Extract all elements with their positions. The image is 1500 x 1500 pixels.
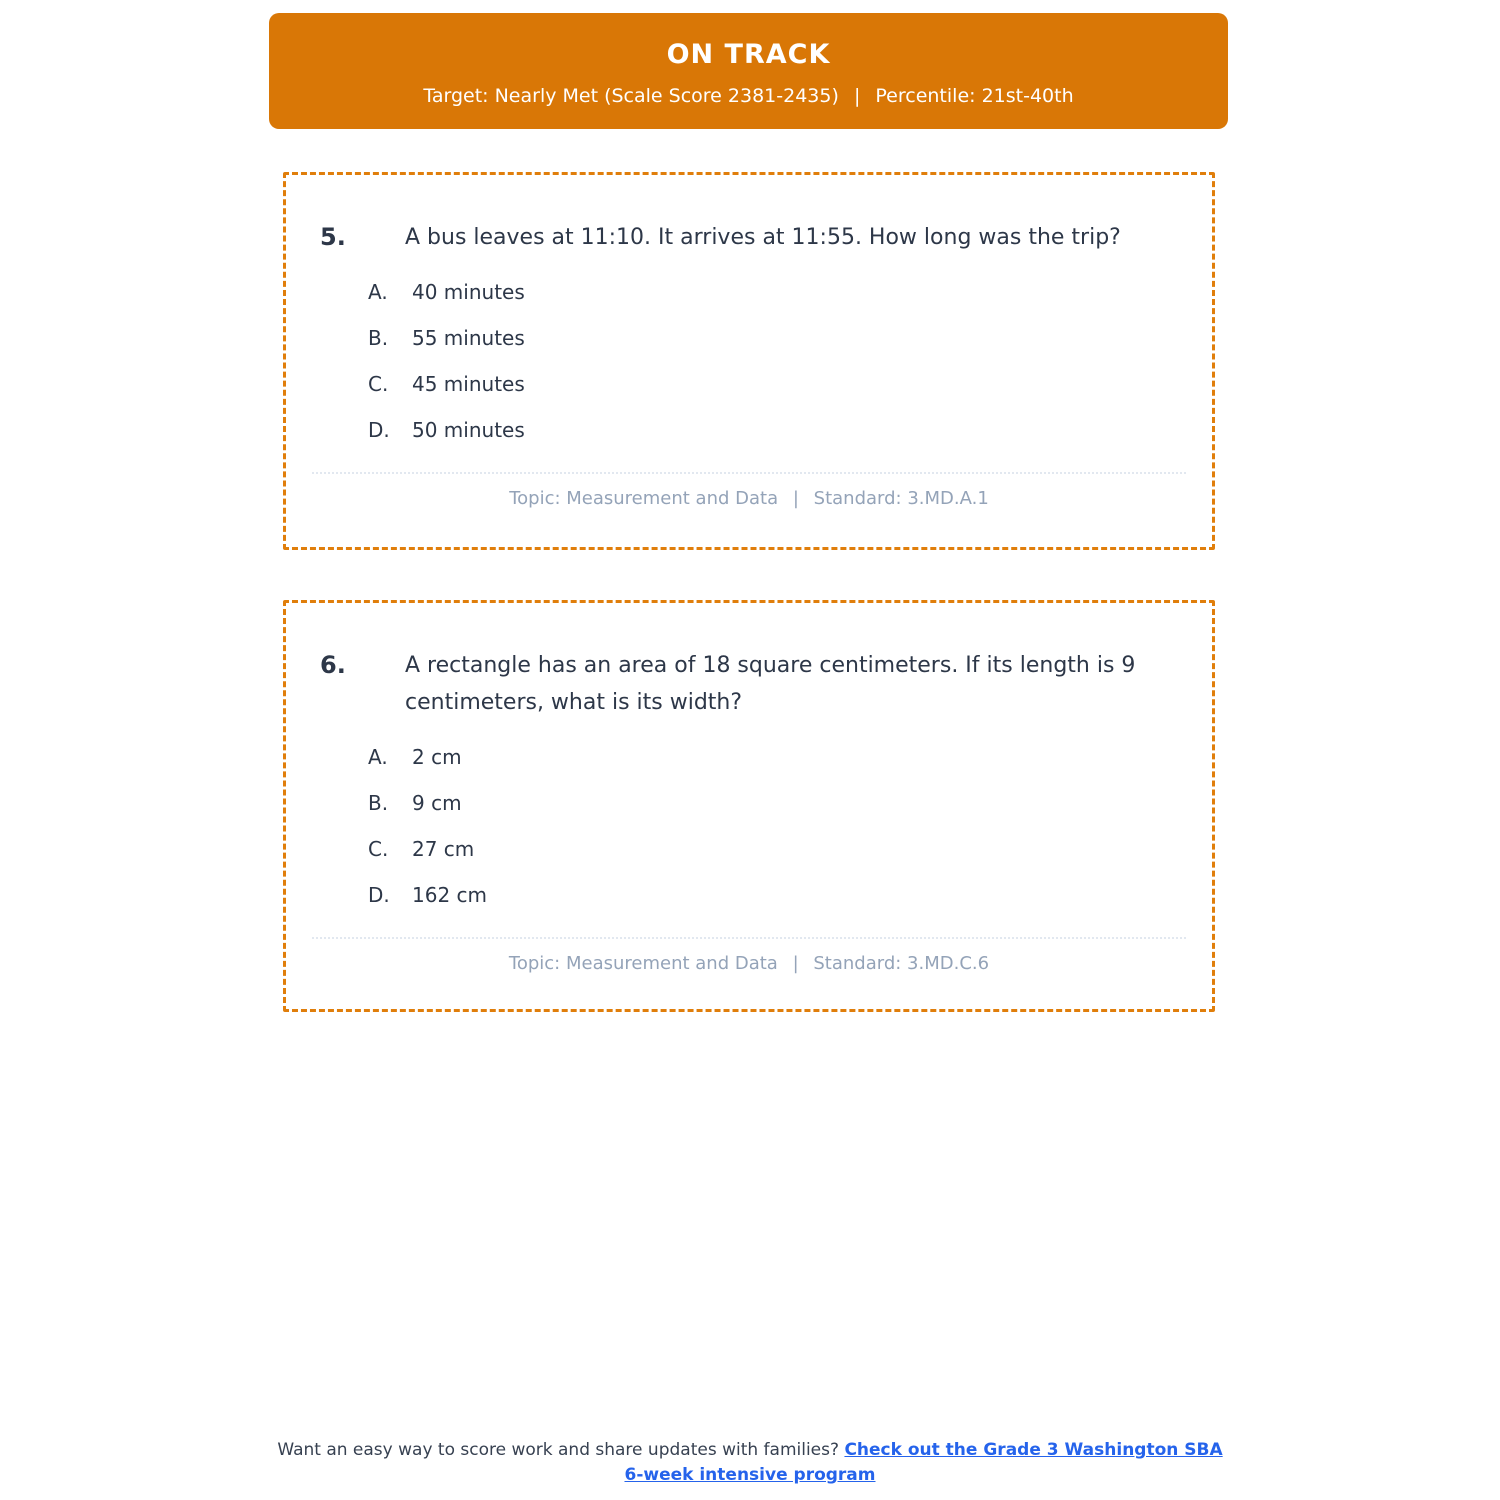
option-text: 162 cm: [412, 883, 488, 907]
option-letter: D.: [368, 418, 390, 442]
question-meta: [312, 472, 1186, 509]
option-c: [368, 835, 1212, 863]
option-text: 50 minutes: [412, 418, 525, 442]
topic-label: Topic: Measurement and Data: [509, 488, 779, 509]
banner-target-label: Target: Nearly Met (Scale Score 2381-2435): [423, 85, 839, 107]
score-band-banner: [269, 13, 1228, 129]
options-list: [286, 743, 1212, 909]
option-text: 9 cm: [412, 791, 462, 815]
option-b: [368, 789, 1212, 817]
promo-link[interactable]: Check out the Grade 3 Washington SBA 6-week intensive program: [624, 1440, 1223, 1485]
option-text: 27 cm: [412, 837, 475, 861]
option-letter: A.: [368, 745, 388, 769]
standard-label: Standard: 3.MD.C.6: [813, 953, 990, 974]
option-letter: D.: [368, 883, 390, 907]
option-text: 55 minutes: [412, 326, 525, 350]
banner-percentile-label: Percentile: 21st-40th: [875, 85, 1074, 107]
option-c: [368, 370, 1212, 398]
option-text: 2 cm: [412, 745, 462, 769]
question-card-5: [283, 172, 1215, 550]
meta-separator: |: [792, 488, 799, 509]
option-letter: C.: [368, 372, 389, 396]
promo-text: Want an easy way to score work and share updates with families?: [277, 1440, 840, 1460]
question-card-6: [283, 600, 1215, 1012]
option-letter: B.: [368, 326, 389, 350]
banner-subtitle: [269, 85, 1228, 107]
question-row: [286, 603, 1212, 721]
option-letter: C.: [368, 837, 389, 861]
banner-title: ON TRACK: [666, 39, 831, 70]
option-d: [368, 881, 1212, 909]
option-text: 45 minutes: [412, 372, 525, 396]
question-row: [286, 175, 1212, 256]
option-letter: A.: [368, 280, 388, 304]
option-text: 40 minutes: [412, 280, 525, 304]
option-a: [368, 743, 1212, 771]
topic-label: Topic: Measurement and Data: [508, 953, 778, 974]
question-meta: [312, 937, 1186, 974]
banner-separator: |: [853, 85, 861, 107]
option-letter: B.: [368, 791, 389, 815]
question-number: 6.: [320, 651, 346, 679]
standard-label: Standard: 3.MD.A.1: [813, 488, 989, 509]
question-text: A rectangle has an area of 18 square centimeters. If its length is 9 centimeters, what is its width?: [405, 653, 1136, 715]
question-text: A bus leaves at 11:10. It arrives at 11:55. How long was the trip?: [405, 225, 1121, 250]
promo-footer: [270, 1438, 1230, 1488]
option-a: [368, 278, 1212, 306]
option-d: [368, 416, 1212, 444]
options-list: [286, 278, 1212, 444]
meta-separator: |: [792, 953, 799, 974]
option-b: [368, 324, 1212, 352]
question-number: 5.: [320, 223, 346, 251]
